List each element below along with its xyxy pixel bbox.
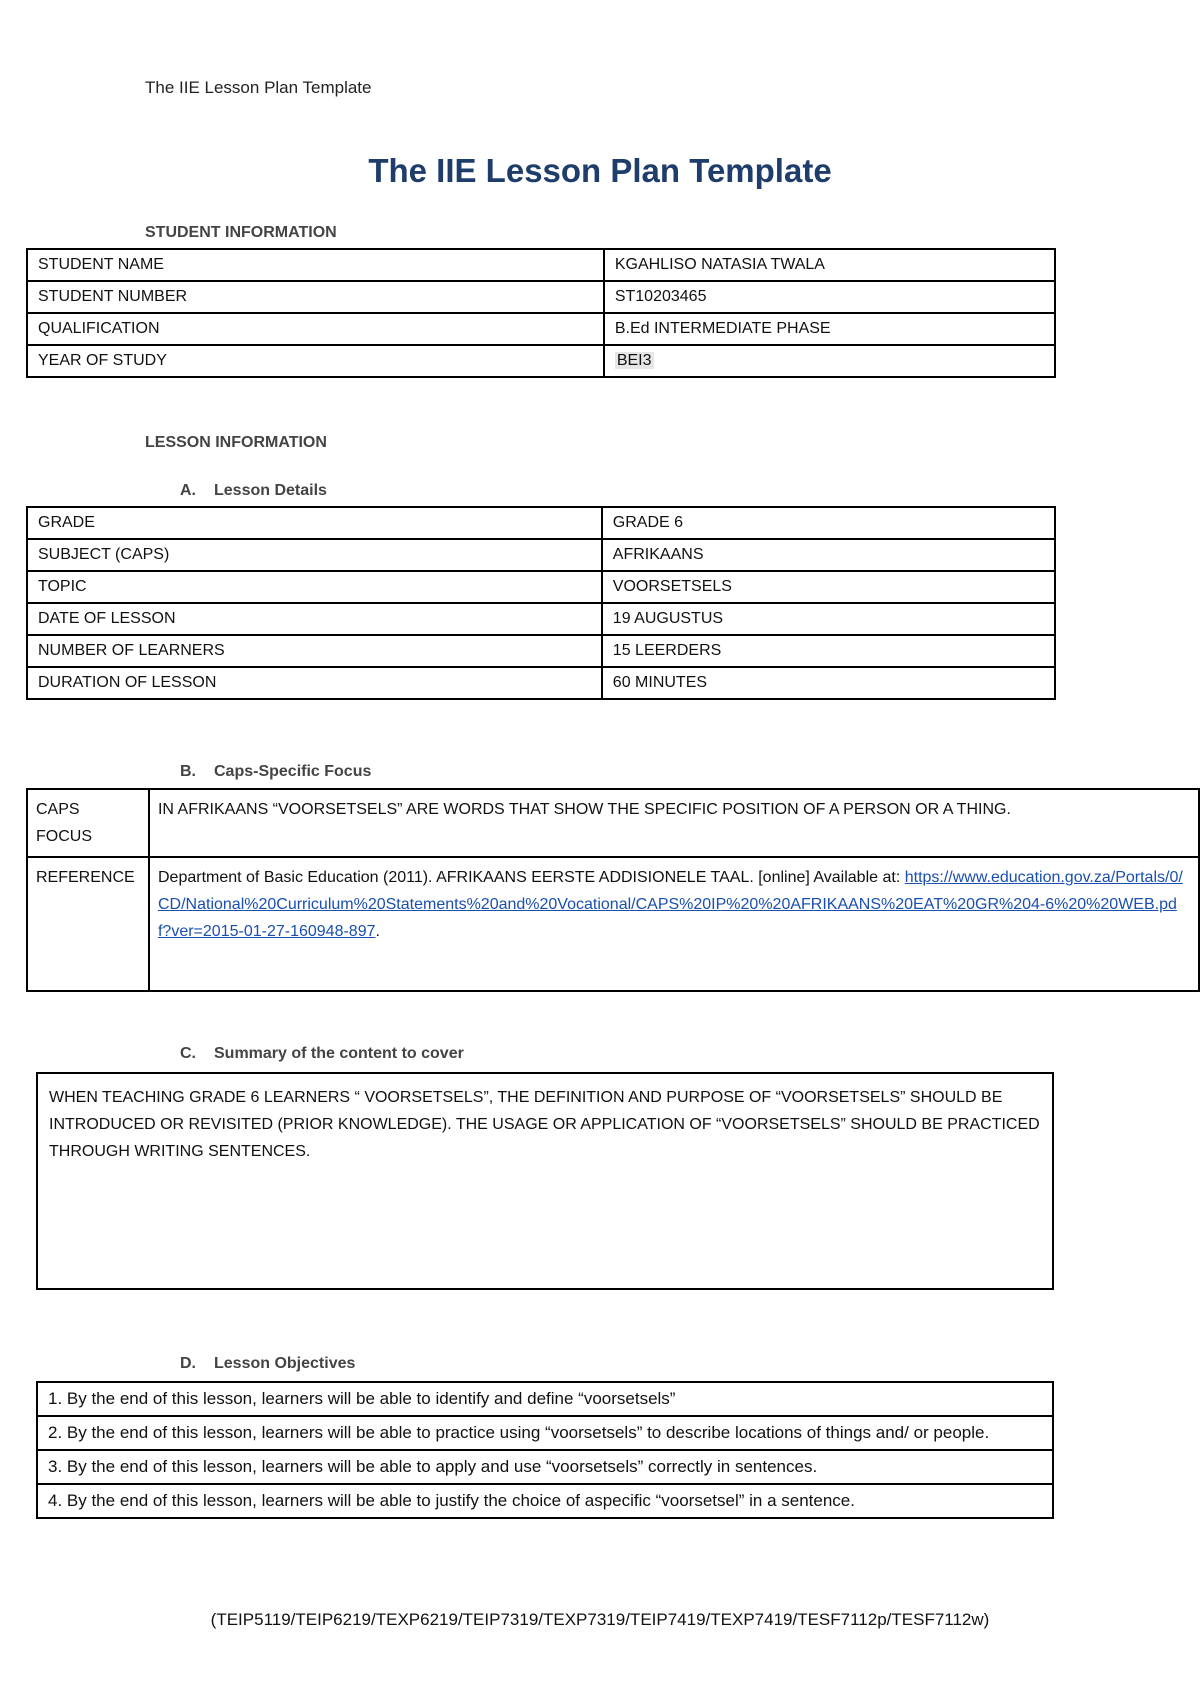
year-of-study-value: BEI3 <box>616 352 652 369</box>
qualification-label: QUALIFICATION <box>27 313 604 345</box>
caps-focus-heading <box>180 763 371 781</box>
student-information-table <box>26 248 1056 378</box>
table-row <box>27 789 1199 857</box>
year-of-study-label: YEAR OF STUDY <box>27 345 604 377</box>
table-row <box>37 1382 1053 1416</box>
objectives-letter: D. <box>180 1355 196 1372</box>
objectives-title: Lesson Objectives <box>214 1355 356 1372</box>
table-row <box>27 249 1055 281</box>
reference-text: Department of Basic Education (2011). AFRIKAANS EERSTE ADDISIONELE TAAL. [online] Available at: <box>157 869 901 886</box>
table-row <box>27 507 1055 539</box>
student-number-value: ST10203465 <box>604 281 1055 313</box>
objectives-heading <box>180 1355 355 1373</box>
date-of-lesson-label: DATE OF LESSON <box>27 603 602 635</box>
objective-item: 4. By the end of this lesson, learners will be able to justify the choice of aspecific “voorsetsel” in a sentence. <box>37 1484 1053 1518</box>
reference-end: . <box>375 923 380 940</box>
subject-label: SUBJECT (CAPS) <box>27 539 602 571</box>
table-row <box>27 667 1055 699</box>
caps-focus-label: CAPS FOCUS <box>27 789 149 857</box>
summary-heading <box>180 1045 464 1063</box>
subject-value: AFRIKAANS <box>602 539 1055 571</box>
table-row <box>37 1416 1053 1450</box>
footer-module-codes: (TEIP5119/TEIP6219/TEXP6219/TEIP7319/TEXP7319/TEIP7419/TEXP7419/TESF7112p/TESF7112w) <box>210 1610 990 1629</box>
table-row <box>27 313 1055 345</box>
student-name-label: STUDENT NAME <box>27 249 604 281</box>
student-number-label: STUDENT NUMBER <box>27 281 604 313</box>
objective-item: 1. By the end of this lesson, learners will be able to identify and define “voorsetsels” <box>37 1382 1053 1416</box>
student-information-heading: STUDENT INFORMATION <box>145 224 337 241</box>
objectives-table <box>36 1381 1054 1519</box>
table-row <box>27 635 1055 667</box>
objective-item: 3. By the end of this lesson, learners will be able to apply and use “voorsetsels” correctly in sentences. <box>37 1450 1053 1484</box>
reference-label: REFERENCE <box>27 857 149 991</box>
topic-value: VOORSETSELS <box>602 571 1055 603</box>
table-row <box>27 603 1055 635</box>
lesson-details-title: Lesson Details <box>214 482 327 499</box>
duration-of-lesson-value: 60 MINUTES <box>602 667 1055 699</box>
qualification-value: B.Ed INTERMEDIATE PHASE <box>604 313 1055 345</box>
reference-link[interactable]: https://www.education.gov.za/Portals/0/CD/National%20Curriculum%20Statements%20and%20Vocational/CAPS%20IP%20%20AFRIKAANS%20EAT%20GR%204-6%20%20WEB.pdf?ver=2015-01-27-160948-897 <box>157 869 1183 940</box>
table-row <box>27 571 1055 603</box>
number-of-learners-value: 15 LEERDERS <box>602 635 1055 667</box>
number-of-learners-label: NUMBER OF LEARNERS <box>27 635 602 667</box>
duration-of-lesson-label: DURATION OF LESSON <box>27 667 602 699</box>
topic-label: TOPIC <box>27 571 602 603</box>
summary-content: WHEN TEACHING GRADE 6 LEARNERS “ VOORSETSELS”, THE DEFINITION AND PURPOSE OF “VOORSETSELS” SHOULD BE INTRODUCED OR REVISITED (PRIOR KNOWLEDGE). THE USAGE OR APPLICATION OF “VOORSETSELS” SHOULD BE PRACTICED THROUGH WRITING SENTENCES. <box>36 1072 1054 1290</box>
table-row <box>27 345 1055 377</box>
grade-value: GRADE 6 <box>602 507 1055 539</box>
table-row <box>37 1484 1053 1518</box>
lesson-details-letter: A. <box>180 482 196 499</box>
caps-focus-letter: B. <box>180 763 196 780</box>
table-row <box>27 857 1199 991</box>
table-row <box>37 1450 1053 1484</box>
lesson-information-heading: LESSON INFORMATION <box>145 434 327 451</box>
reference-cell <box>149 857 1199 991</box>
page-title: The IIE Lesson Plan Template <box>368 152 832 189</box>
table-row <box>27 281 1055 313</box>
caps-focus-title: Caps-Specific Focus <box>214 763 372 780</box>
date-of-lesson-value: 19 AUGUSTUS <box>602 603 1055 635</box>
summary-title: Summary of the content to cover <box>214 1045 464 1062</box>
caps-focus-table <box>26 788 1200 992</box>
summary-letter: C. <box>180 1045 196 1062</box>
grade-label: GRADE <box>27 507 602 539</box>
caps-focus-text: IN AFRIKAANS “VOORSETSELS” ARE WORDS THAT SHOW THE SPECIFIC POSITION OF A PERSON OR A THING. <box>149 789 1199 857</box>
student-name-value: KGAHLISO NATASIA TWALA <box>604 249 1055 281</box>
lesson-details-table <box>26 506 1056 700</box>
lesson-details-heading <box>180 482 327 500</box>
page-header: The IIE Lesson Plan Template <box>145 78 372 97</box>
objective-item: 2. By the end of this lesson, learners will be able to practice using “voorsetsels” to describe locations of things and/ or people. <box>37 1416 1053 1450</box>
table-row <box>27 539 1055 571</box>
